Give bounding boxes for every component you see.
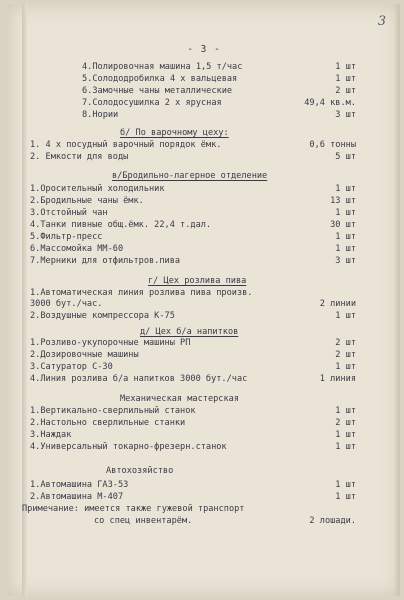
section-heading: Механическая мастерская [120,394,239,404]
item-quantity: 1 шт [335,232,356,242]
item-text: 2.Дозировочные машины [30,350,139,360]
item-quantity: 1 шт [335,311,356,321]
item-text: Примечание: имеется также гужевой транспорт [22,504,245,514]
section-heading: г/ Цех розлива пива [148,276,247,286]
item-text: 3.Наждак [30,430,72,440]
section-heading: в/Бродильно-лагерное отделение [112,171,268,181]
item-text: 2.Бродильные чаны ёмк. [30,196,144,206]
item-quantity: 49,4 кв.м. [304,98,356,108]
item-text: 1. 4 х посудный варочный порядок ёмк. [30,140,222,150]
section-heading: б/ По варочному цеху: [120,128,229,138]
item-text: 3.Отстойный чан [30,208,108,218]
item-quantity: 1 линия [319,374,356,384]
item-text: 7.Солодосушилка 2 х ярусная [82,98,222,108]
item-quantity: 1 шт [335,62,356,72]
item-quantity: 13 шт [330,196,356,206]
item-text: 4.Линия розлива б/а напитков 3000 бут./час [30,374,248,384]
item-text: 4.Танки пивные общ.ёмк. 22,4 т.дал. [30,220,212,230]
item-quantity: 30 шт [330,220,356,230]
section-heading: д/ Цех б/а напитков [140,327,239,337]
item-text: 1.Оросительный холодильник [30,184,165,194]
item-text: 5.Солододробилка 4 х вальцевая [82,74,238,84]
item-text: 5.Фильтр-пресс [30,232,103,242]
item-quantity: 1 шт [335,492,356,502]
item-text: 2.Настольно сверлильные станки [30,418,186,428]
item-text: 1.Автомашина ГАЗ-53 [30,480,129,490]
item-quantity: 2 шт [335,350,356,360]
item-text: со спец инвентарём. [94,516,193,526]
item-quantity: 2 шт [335,338,356,348]
item-quantity: 1 шт [335,362,356,372]
item-quantity: 1 шт [335,244,356,254]
item-text: 1.Розливо-укупорочные машины РП [30,338,191,348]
item-quantity: 1 шт [335,430,356,440]
item-quantity: 1 шт [335,406,356,416]
item-text: 3.Сатуратор С-30 [30,362,113,372]
item-text: 2. Емкости для воды [30,152,129,162]
corner-page-number: 3 [377,14,386,29]
item-quantity: 1 шт [335,442,356,452]
document-page [8,4,400,596]
item-quantity: 3 шт [335,256,356,266]
item-text: 3000 бут./час. [30,299,103,309]
item-text: 2.Воздушные компрессора К-75 [30,311,175,321]
item-text: 7.Мерники для отфильтров.пива [30,256,181,266]
item-quantity: 1 шт [335,480,356,490]
item-quantity: 1 шт [335,208,356,218]
item-quantity: 2 шт [335,86,356,96]
item-text: 2.Автомашина М-407 [30,492,124,502]
item-text: 1.Вертикально-сверлильный станок [30,406,196,416]
item-text: 4.Полировочная машина 1,5 т/час [82,62,243,72]
section-heading: Автохозяйство [106,466,174,476]
item-text: 4.Универсальный токарно-фрезерн.станок [30,442,227,452]
item-text: 6.Массомойка ММ-60 [30,244,124,254]
item-quantity: 2 лошади. [309,516,356,526]
item-quantity: 0,6 тонны [309,140,356,150]
item-quantity: 5 шт [335,152,356,162]
item-text: 8.Нории [82,110,119,120]
page-edge-shadow [394,4,400,596]
item-quantity: 1 шт [335,74,356,84]
item-quantity: 3 шт [335,110,356,120]
item-text: 1.Автоматическая линия розлива пива произв. [30,288,253,298]
item-quantity: 2 шт [335,418,356,428]
item-text: 6.Замочные чаны металлические [82,86,233,96]
item-quantity: 1 шт [335,184,356,194]
item-quantity: 2 линии [319,299,356,309]
page-title: - 3 - [187,44,221,55]
